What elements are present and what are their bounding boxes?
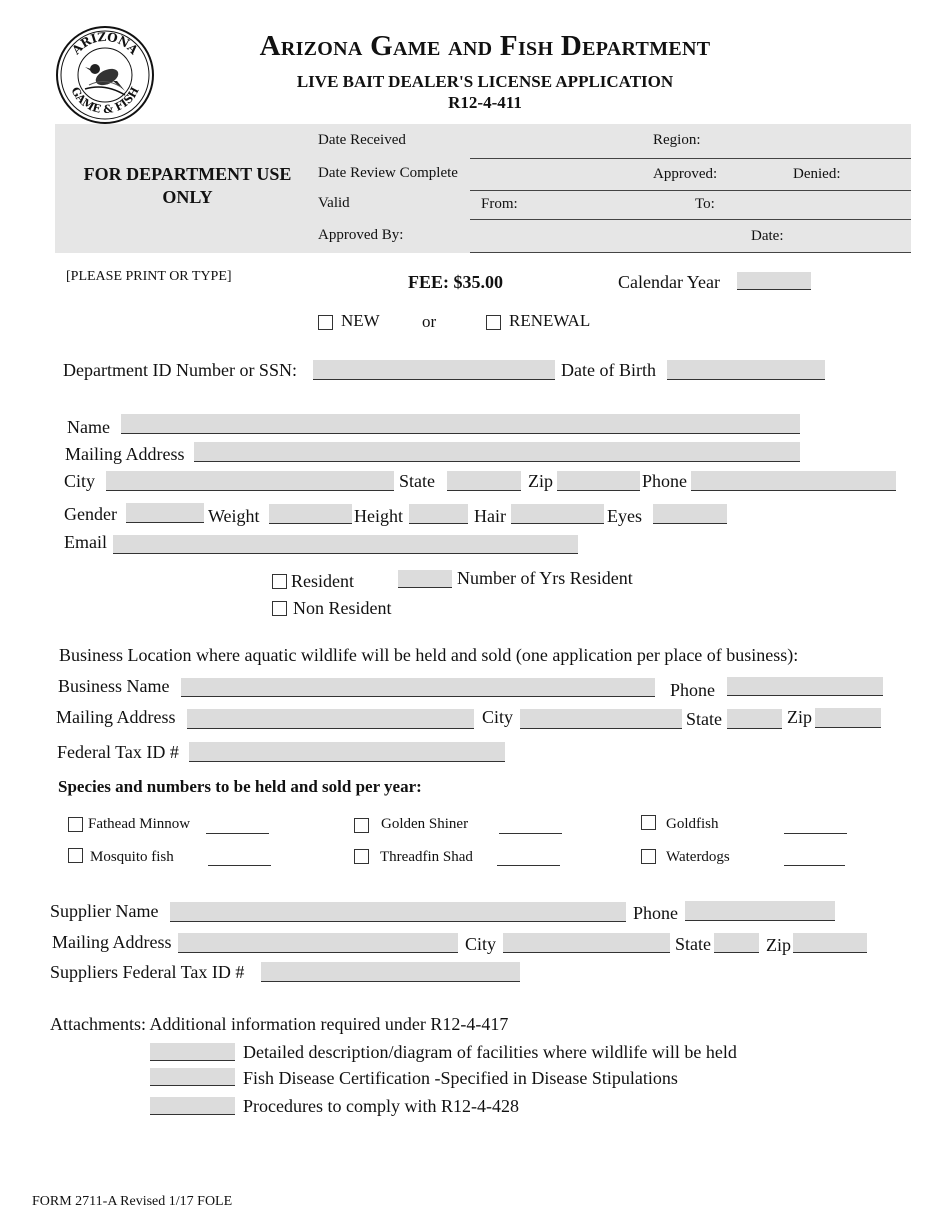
attachment-check-procedures[interactable] xyxy=(150,1097,235,1115)
phone-input[interactable] xyxy=(691,471,896,491)
state-input[interactable] xyxy=(447,471,521,491)
resident-checkbox[interactable] xyxy=(272,574,287,589)
supplier-name-input[interactable] xyxy=(170,902,626,922)
valid-label: Valid xyxy=(318,195,350,211)
species-count-goldfish[interactable] xyxy=(784,832,847,834)
species-label-goldfish: Goldfish xyxy=(666,816,719,832)
species-heading: Species and numbers to be held and sold per year: xyxy=(58,777,422,796)
approved-by-label: Approved By: xyxy=(318,227,404,243)
seal-text-bottom: GAME & FISH xyxy=(68,84,142,117)
denied-label: Denied: xyxy=(793,166,841,182)
years-resident-label: Number of Yrs Resident xyxy=(457,568,633,588)
zip-label: Zip xyxy=(528,471,553,491)
valid-from-label: From: xyxy=(481,196,518,212)
form-subtitle: LIVE BAIT DEALER'S LICENSE APPLICATION xyxy=(296,72,674,91)
business-zip-label: Zip xyxy=(787,707,812,727)
renewal-label: RENEWAL xyxy=(509,311,591,330)
approved-label: Approved: xyxy=(653,166,718,182)
species-label-golden-shiner: Golden Shiner xyxy=(381,816,469,832)
region-label: Region: xyxy=(653,132,701,148)
mailing-address-input[interactable] xyxy=(194,442,800,462)
dob-input[interactable] xyxy=(667,360,825,380)
weight-label: Weight xyxy=(208,506,260,526)
species-count-golden-shiner[interactable] xyxy=(499,832,562,834)
non-resident-checkbox[interactable] xyxy=(272,601,287,616)
years-resident-input[interactable] xyxy=(398,570,452,588)
species-checkbox-goldfish[interactable] xyxy=(641,815,656,830)
dept-divider xyxy=(470,158,911,159)
page-title: Arizona Game and Fish Department xyxy=(259,30,711,62)
eyes-label: Eyes xyxy=(607,506,642,526)
business-mailing-label: Mailing Address xyxy=(56,707,176,727)
height-label: Height xyxy=(354,506,403,526)
supplier-state-input[interactable] xyxy=(714,933,759,953)
dept-id-label: Department ID Number or SSN: xyxy=(63,360,297,380)
business-state-label: State xyxy=(686,709,722,729)
business-name-label: Business Name xyxy=(58,676,170,696)
seal-text-top: ARIZONA xyxy=(69,29,141,58)
species-count-fathead-minnow[interactable] xyxy=(206,832,269,834)
species-label-threadfin-shad: Threadfin Shad xyxy=(380,849,473,865)
species-checkbox-golden-shiner[interactable] xyxy=(354,818,369,833)
state-label: State xyxy=(399,471,435,491)
mailing-address-label: Mailing Address xyxy=(65,444,185,464)
supplier-city-label: City xyxy=(465,934,497,954)
species-label-mosquito-fish: Mosquito fish xyxy=(90,849,174,865)
new-label: NEW xyxy=(341,311,380,330)
dept-divider xyxy=(470,190,911,191)
hair-label: Hair xyxy=(474,506,506,526)
supplier-name-label: Supplier Name xyxy=(50,901,159,921)
business-tax-id-input[interactable] xyxy=(189,742,505,762)
city-input[interactable] xyxy=(106,471,394,491)
attachment-label-disease-cert: Fish Disease Certification -Specified in Disease Stipulations xyxy=(243,1068,678,1088)
business-zip-input[interactable] xyxy=(815,708,881,728)
species-count-waterdogs[interactable] xyxy=(784,864,845,866)
dept-id-input[interactable] xyxy=(313,360,555,380)
name-input[interactable] xyxy=(121,414,800,434)
eyes-input[interactable] xyxy=(653,504,727,524)
valid-to-label: To: xyxy=(695,196,715,212)
department-seal-logo xyxy=(55,25,155,125)
business-city-input[interactable] xyxy=(520,709,682,729)
supplier-tax-id-input[interactable] xyxy=(261,962,520,982)
supplier-state-label: State xyxy=(675,934,711,954)
dept-date-label: Date: xyxy=(751,228,784,244)
weight-input[interactable] xyxy=(269,504,352,524)
calendar-year-label: Calendar Year xyxy=(618,272,720,292)
business-mailing-input[interactable] xyxy=(187,709,474,729)
species-count-threadfin-shad[interactable] xyxy=(497,864,560,866)
resident-label: Resident xyxy=(291,571,354,591)
form-number: FORM 2711-A Revised 1/17 FOLE xyxy=(32,1194,233,1209)
business-phone-input[interactable] xyxy=(727,677,883,696)
city-label: City xyxy=(64,471,96,491)
date-received-label: Date Received xyxy=(318,132,406,148)
attachment-check-facilities[interactable] xyxy=(150,1043,235,1061)
species-label-fathead-minnow: Fathead Minnow xyxy=(88,816,191,832)
dept-divider xyxy=(470,219,911,220)
species-checkbox-fathead-minnow[interactable] xyxy=(68,817,83,832)
email-input[interactable] xyxy=(113,535,578,554)
email-label: Email xyxy=(64,532,107,552)
new-checkbox[interactable] xyxy=(318,315,333,330)
non-resident-label: Non Resident xyxy=(293,598,392,618)
business-tax-id-label: Federal Tax ID # xyxy=(57,742,179,762)
supplier-phone-label: Phone xyxy=(633,903,678,923)
calendar-year-input[interactable] xyxy=(737,272,811,290)
supplier-mailing-label: Mailing Address xyxy=(52,932,172,952)
supplier-zip-label: Zip xyxy=(766,935,791,955)
business-city-label: City xyxy=(482,707,514,727)
species-label-waterdogs: Waterdogs xyxy=(666,849,730,865)
department-use-title: FOR DEPARTMENT USE ONLY xyxy=(83,164,292,207)
or-label: or xyxy=(422,312,437,331)
zip-input[interactable] xyxy=(557,471,640,491)
business-intro: Business Location where aquatic wildlife will be held and sold (one application per place of business): xyxy=(59,645,799,665)
species-count-mosquito-fish[interactable] xyxy=(208,864,271,866)
height-input[interactable] xyxy=(409,504,468,524)
gender-input[interactable] xyxy=(126,503,204,523)
name-label: Name xyxy=(67,417,110,437)
supplier-mailing-input[interactable] xyxy=(178,933,458,953)
business-phone-label: Phone xyxy=(670,680,715,700)
business-name-input[interactable] xyxy=(181,678,655,697)
attachment-label-facilities: Detailed description/diagram of facilities where wildlife will be held xyxy=(243,1042,737,1062)
supplier-phone-input[interactable] xyxy=(685,901,835,921)
business-state-input[interactable] xyxy=(727,709,782,729)
species-checkbox-waterdogs[interactable] xyxy=(641,849,656,864)
phone-label: Phone xyxy=(642,471,687,491)
supplier-zip-input[interactable] xyxy=(793,933,867,953)
species-checkbox-threadfin-shad[interactable] xyxy=(354,849,369,864)
species-checkbox-mosquito-fish[interactable] xyxy=(68,848,83,863)
dob-label: Date of Birth xyxy=(561,360,656,380)
renewal-checkbox[interactable] xyxy=(486,315,501,330)
attachments-heading: Attachments: Additional information required under R12-4-417 xyxy=(50,1014,509,1034)
attachment-label-procedures: Procedures to comply with R12-4-428 xyxy=(243,1096,519,1116)
dept-divider xyxy=(470,252,911,253)
supplier-city-input[interactable] xyxy=(503,933,670,953)
fee-label: FEE: $35.00 xyxy=(408,272,504,292)
print-note: [PLEASE PRINT OR TYPE] xyxy=(66,269,232,284)
rule-reference: R12-4-411 xyxy=(448,93,522,112)
date-review-complete-label: Date Review Complete xyxy=(318,165,458,181)
attachment-check-disease-cert[interactable] xyxy=(150,1068,235,1086)
hair-input[interactable] xyxy=(511,504,604,524)
gender-label: Gender xyxy=(64,504,117,524)
supplier-tax-id-label: Suppliers Federal Tax ID # xyxy=(50,962,245,982)
